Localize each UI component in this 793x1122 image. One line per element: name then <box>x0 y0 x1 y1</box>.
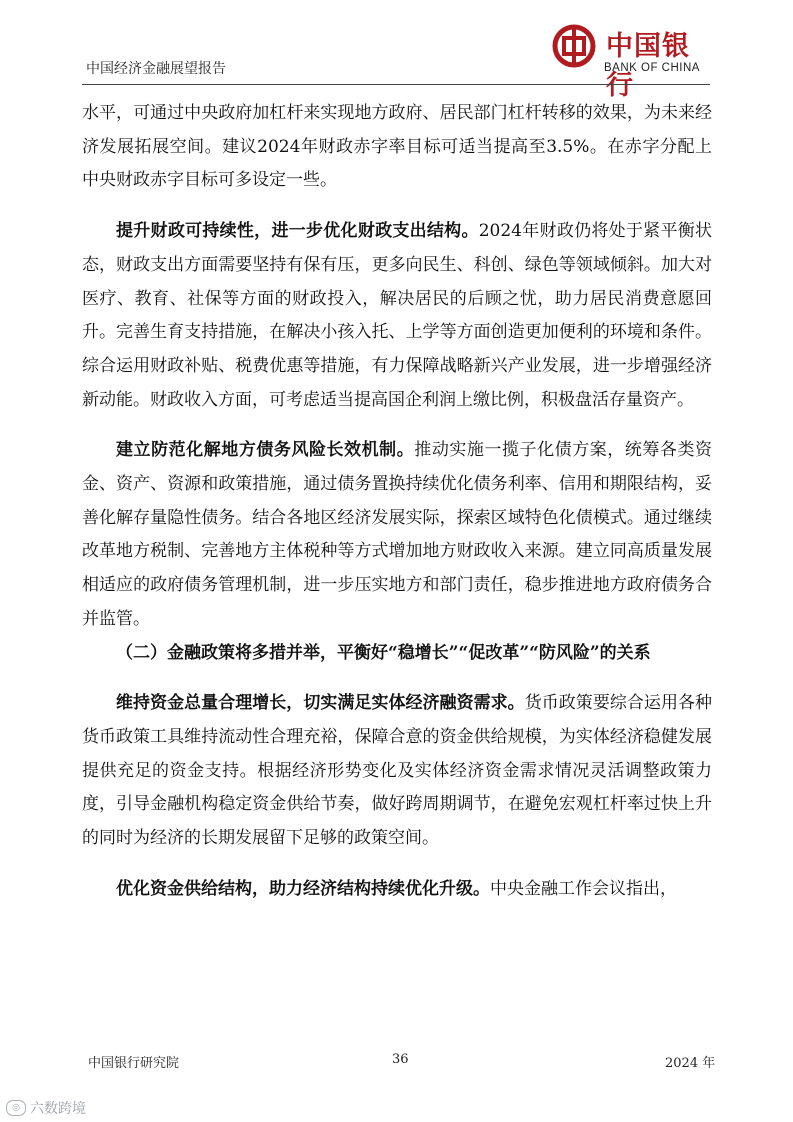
paragraph-text: 推动实施一揽子化债方案，统筹各类资金、资产、资源和政策措施，通过债务置换持续优化债务利率、信用和期限结构，妥善化解存量隐性债务。结合各地区经济发展实际，探索区域特色化债模式。通过继续改革地方税制、完善地方主体税种等方式增加地方财政收入来源。建立同高质量发展相适应的政府债务管理机制，进一步压实地方和部门责任，稳步推进地方政府债务合并监管。 <box>82 440 713 629</box>
paragraph-lead: 提升财政可持续性，进一步优化财政支出结构。 <box>116 221 479 242</box>
paragraph-lead: 维持资金总量合理增长，切实满足实体经济融资需求。 <box>116 693 525 714</box>
paragraph-text: 中央金融工作会议指出， <box>490 878 677 899</box>
paragraph-funding-growth <box>82 687 712 856</box>
paragraph-lead: 优化资金供给结构，助力经济结构持续优化升级。 <box>116 878 490 899</box>
paragraph-funding-structure <box>82 873 712 907</box>
footer-year: 2024 年 <box>665 1056 716 1071</box>
paragraph-text: 水平，可通过中央政府加杠杆来实现地方政府、居民部门杠杆转移的效果，为未来经济发展拓展空间。建议2024年财政赤字率目标可适当提高至3.5%。在赤字分配上中央财政赤字目标可多设定一些。 <box>82 103 712 191</box>
bank-of-china-logo-icon <box>552 24 596 68</box>
logo-name-cn: 中国银行 <box>606 31 690 101</box>
paragraph-local-debt <box>82 434 712 636</box>
report-title: 中国经济金融展望报告 <box>86 61 226 77</box>
paragraph-fiscal-sustainability <box>82 215 712 417</box>
watermark <box>6 1098 86 1118</box>
paragraph-text: 2024年财政仍将处于紧平衡状态，财政支出方面需要坚持有保有压，更多向民生、科创、绿色等领域倾斜。加大对医疗、教育、社保等方面的财政投入，解决居民的后顾之忧，助力居民消费意愿回升。完善生育支持措施，在解决小孩入托、上学等方面创造更加便利的环境和条件。综合运用财政补贴、税费优惠等措施，有力保障战略新兴产业发展，进一步增强经济新动能。财政收入方面，可考虑适当提高国企利润上缴比例，积极盘活存量资产。 <box>82 221 712 410</box>
paragraph-text: 货币政策要综合运用各种货币政策工具维持流动性合理充裕，保障合意的资金供给规模，为实体经济稳健发展提供充足的资金支持。根据经济形势变化及实体经济资金需求情况灵活调整政策力度，引导金融机构稳定资金供给节奏，做好跨周期调节，在避免宏观杠杆率过快上升的同时为经济的长期发展留下足够的政策空间。 <box>82 693 713 849</box>
page-number: 36 <box>392 1052 409 1067</box>
document-body <box>82 97 712 906</box>
watermark-logo-icon: ◎ <box>6 1100 26 1116</box>
footer-institute: 中国银行研究院 <box>88 1056 180 1071</box>
logo-name-en: BANK OF CHINA <box>604 62 700 74</box>
paragraph-lead: 建立防范化解地方债务风险长效机制。 <box>116 440 415 461</box>
section-heading: （二）金融政策将多措并举，平衡好“稳增长”“促改革”“防风险”的关系 <box>116 642 651 663</box>
watermark-text: 六数跨境 <box>30 1101 86 1117</box>
bank-logo <box>552 22 712 101</box>
paragraph-continued <box>82 97 712 198</box>
header-divider <box>82 84 710 85</box>
